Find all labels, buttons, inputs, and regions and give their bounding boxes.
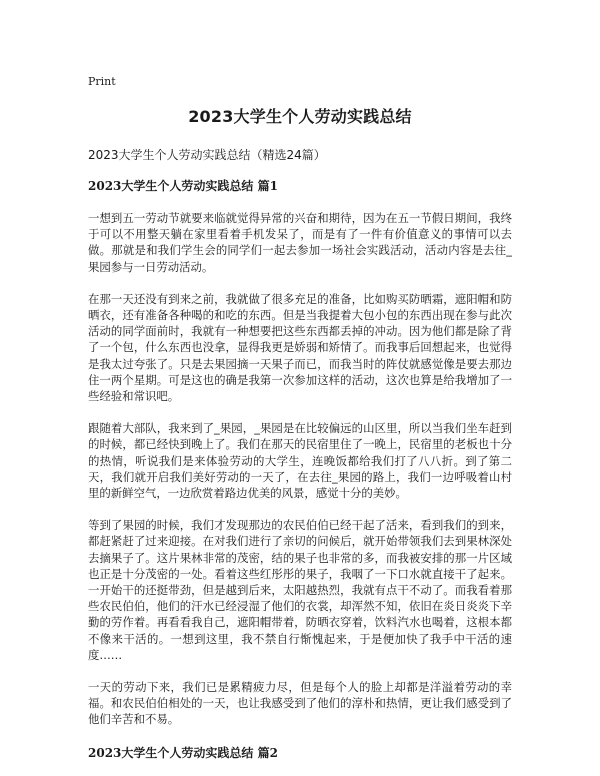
document-subtitle: 2023大学生个人劳动实践总结（精选24篇） (88, 148, 326, 162)
paragraph: 等到了果园的时候，我们才发现那边的农民伯伯已经干起了活来，看到我们的到来，都赶紧赶了过来迎接。在对我们进行了亲切的问候后，就开始带领我们去到果林深处去摘果子了。这片果林非常的茂密，结的果子也非常的多，而我被安排的那一片区域也正是十分茂密的一处。看着这些红彤彤的果子，我咽了一下口水就直接干了起来。一开始干的还挺带劲，但是越到后来，太阳越热烈，我就有点干不动了。而我看着那些农民伯伯，他们的汗水已经浸湿了他们的衣裳，却浑然不知，依旧在炎日炎炎下辛勤的劳作着。再看看我自己，遮阳帽带着，防晒衣穿着，饮料汽水也喝着，这根本都不像来干活的。一想到这里，我不禁自行惭愧起来，于是便加快了我手中干活的速度…… (88, 518, 512, 662)
paragraph: 在那一天还没有到来之前，我就做了很多充足的准备，比如购买防晒霜，遮阳帽和防晒衣，还有准备各种喝的和吃的东西。但是当我提着大包小包的东西出现在参与此次活动的同学面前时，我就有一种想要把这些东西都丢掉的冲动。因为他们都是除了背了一个包，什么东西也没拿，显得我更是娇弱和矫情了。而我事后回想起来，也觉得是我太过夸张了。只是去果园摘一天果子而已，而我当时的阵仗就感觉像是要去那边住一两个星期。可是这也的确是我第一次参加这样的活动，这次也算是给我增加了一些经验和常识吧。 (88, 291, 512, 404)
paragraph: 一天的劳动下来，我们已是累精疲力尽，但是每个人的脸上却都是洋溢着劳动的幸福。和农民伯伯相处的一天，也让我感受到了他们的淳朴和热情，更让我们感受到了他们辛苦和不易。 (88, 680, 512, 727)
print-link[interactable]: Print (88, 75, 116, 88)
paragraph: 一想到五一劳动节就要来临就觉得异常的兴奋和期待，因为在五一节假日期间，我终于可以不用整天躺在家里看着手机发呆了，而是有了一件有价值意义的事情可以去做。那就是和我们学生会的同学们一起去参加一场社会实践活动，活动内容是去往_果园参与一日劳动活动。 (88, 211, 512, 274)
paragraph: 跟随着大部队，我来到了_果园，_果园是在比较偏远的山区里，所以当我们坐车赶到的时候，都已经快到晚上了。我们在那天的民宿里住了一晚上，民宿里的老板也十分的热情，听说我们是来体验劳动的大学生，连晚饭都给我们打了八八折。到了第二天，我们就开启我们美好劳动的一天了，在去往_果园的路上，我们一边呼吸着山村里的新鲜空气，一边欣赏着路边优美的风景，感觉十分的美妙。 (88, 421, 512, 501)
document-title: 2023大学生个人劳动实践总结 (188, 107, 412, 126)
section-heading-2: 2023大学生个人劳动实践总结 篇2 (88, 745, 278, 760)
section-heading-1: 2023大学生个人劳动实践总结 篇1 (88, 179, 278, 193)
